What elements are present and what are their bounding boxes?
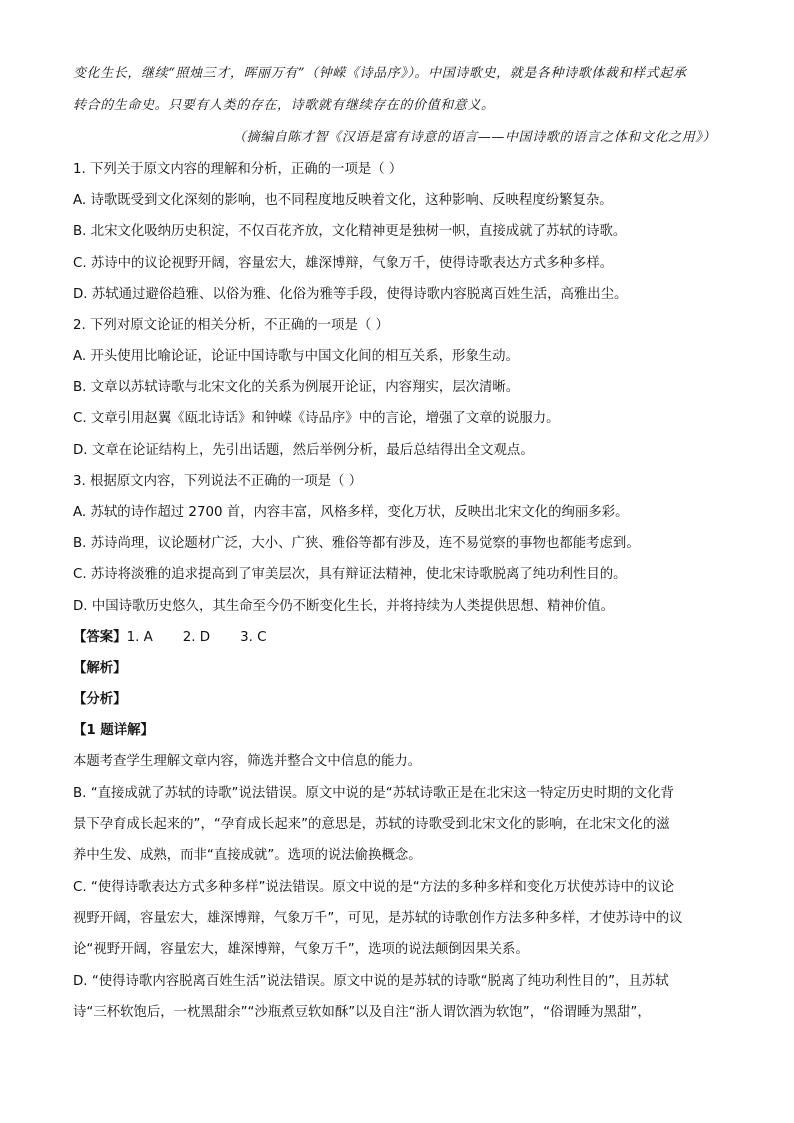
option-c: C. 文章引用赵翼《瓯北诗话》和钟嵘《诗品序》中的言论，增强了文章的说服力。 [73,411,560,426]
fenxi-heading: 【分析】 [73,692,127,707]
option-a: A. 诗歌既受到文化深刻的影响，也不同程度地反映着文化，这种影响、反映程度纷繁复杂。 [73,193,613,208]
option-b: B. 苏诗尚理，议论题材广泛，大小、广狭、雅俗等都有涉及，连不易觉察的事物也都能考虑到。 [73,536,640,551]
question-stem: 1. 下列关于原文内容的理解和分析，正确的一项是（ ） [73,162,403,177]
analysis-intro: 本题考查学生理解文章内容，筛选并整合文中信息的能力。 [73,754,422,769]
analysis-line: 景下孕育成长起来的”，“孕育成长起来”的意思是，苏轼的诗歌受到北宋文化的影响，在北宋文化的滋 [73,817,670,832]
answer-tag: 【答案】 [73,630,127,645]
option-a: A. 开头使用比喻论证，论证中国诗歌与中国文化间的相互关系，形象生动。 [73,349,519,364]
question-stem: 3. 根据原文内容，下列说法不正确的一项是（ ） [73,474,363,489]
question-stem: 2. 下列对原文论证的相关分析，不正确的一项是（ ） [73,318,389,333]
option-d: D. 中国诗歌历史悠久，其生命至今仍不断变化生长，并将持续为人类提供思想、精神价值。 [73,599,615,614]
option-b: B. 北宋文化吸纳历史积淀，不仅百花齐放，文化精神更是独树一帜，直接成就了苏轼的诗歌。 [73,224,627,239]
answer-line [73,628,267,648]
option-d: D. 文章在论证结构上，先引出话题，然后举例分析，最后总结得出全文观点。 [73,443,534,458]
analysis-line: D. “使得诗歌内容脱离百姓生活”说法错误。原文中说的是苏轼的诗歌“脱离了纯功利性目的”，且苏轼 [73,974,669,989]
analysis-heading: 【解析】 [73,661,127,676]
passage-source: （摘编自陈才智《汉语是富有诗意的语言——中国诗歌的语言之体和文化之用》） [232,130,716,145]
option-d: D. 苏轼通过避俗趋雅、以俗为雅、化俗为雅等手段，使得诗歌内容脱离百姓生活，高雅出尘。 [73,287,628,302]
option-c: C. 苏诗将淡雅的追求提高到了审美层次，具有辩证法精神，使北宋诗歌脱离了纯功利性目的。 [73,567,627,582]
analysis-line: C. “使得诗歌表达方式多种多样”说法错误。原文中说的是“方法的多种多样和变化万状使苏诗中的议论 [73,880,675,895]
analysis-line: 论“视野开阔，容量宏大，雄深博辩，气象万千”，选项的说法颠倒因果关系。 [73,942,529,957]
option-b: B. 文章以苏轼诗歌与北宋文化的关系为例展开论证，内容翔实，层次清晰。 [73,380,520,395]
analysis-line: 养中生发、成熟，而非“直接成就”。选项的说法偷换概念。 [73,848,422,863]
analysis-line: B. “直接成就了苏轼的诗歌”说法错误。原文中说的是“苏轼诗歌正是在北宋这一特定历史时期的文化背 [73,786,674,801]
detail-heading: 【1 题详解】 [73,723,154,738]
analysis-line: 诗“三杯软饱后，一枕黑甜余”“沙瓶煮豆软如酥”以及自注“浙人谓饮酒为软饱”，“俗谓睡为黑甜”， [73,1005,651,1020]
answer-1: 1. A [126,630,153,645]
answer-3: 3. C [240,630,267,645]
option-c: C. 苏诗中的议论视野开阔，容量宏大，雄深博辩，气象万千，使得诗歌表达方式多种多样。 [73,256,614,271]
analysis-line: 视野开阔，容量宏大，雄深博辩，气象万千”，可见，是苏轼的诗歌创作方法多种多样，才使苏诗中的议 [73,911,683,926]
answer-2: 2. D [182,630,211,645]
passage-line: 变化生长，继续“照烛三才，晖丽万有”（钟嵘《诗品序》）。中国诗歌史，就是各种诗歌体裁和样式起承 [73,66,687,81]
option-a: A. 苏轼的诗作超过 2700 首，内容丰富，风格多样，变化万状，反映出北宋文化的绚丽多彩。 [73,505,629,520]
passage-line: 转合的生命史。只要有人类的存在，诗歌就有继续存在的价值和意义。 [73,98,495,113]
